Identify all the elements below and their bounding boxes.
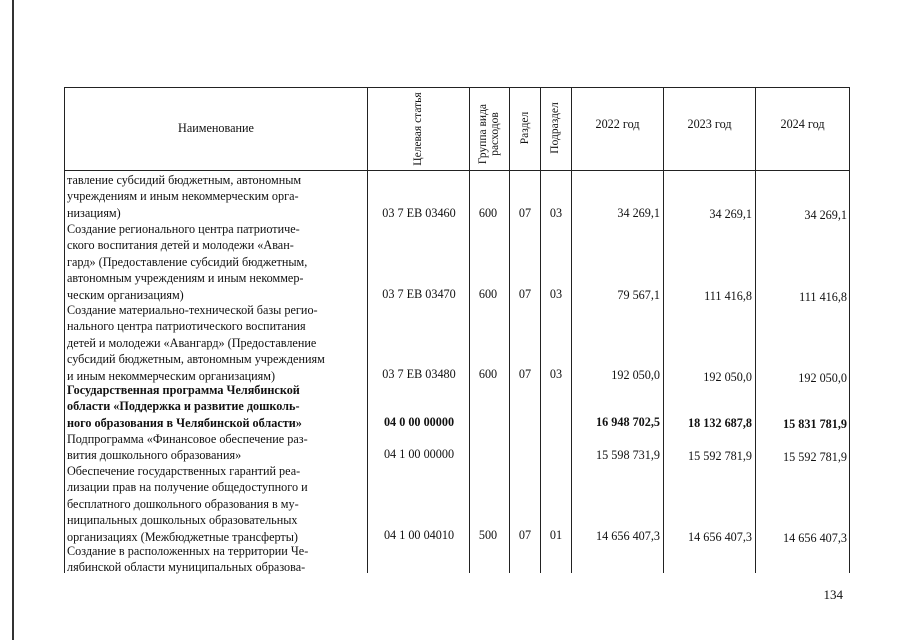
row-subsection: 03 [549,367,563,381]
name-line: автономным учреждениям и иным некоммер- [67,271,304,286]
name-line: лябинской области муниципальных образова- [67,560,306,575]
row-section: 07 [518,367,532,381]
row-subsection: 03 [549,287,563,301]
header-2022: 2022 год [595,117,640,131]
header-target-article: Целевая статья [412,92,424,166]
name-line: тавление субсидий бюджетным, автономным [67,173,302,187]
name-line: вития дошкольного образования» [67,448,242,463]
row-group: 600 [478,367,498,381]
row-section: 07 [518,206,532,220]
row-code: 04 0 00 00000 [383,415,455,429]
row-group: 500 [478,528,498,542]
name-line: бесплатного дошкольного образования в му- [67,496,299,511]
name-line: ниципальных дошкольных образовательных [67,513,298,528]
col-border [849,87,850,573]
row-code: 03 7 EB 03460 [382,206,456,220]
col-border [571,87,572,573]
row-2023: 14 656 407,3 [688,530,752,544]
row-name [67,382,364,431]
row-subsection: 01 [549,528,563,542]
row-group: 600 [478,287,498,301]
page-number: 134 [823,587,843,602]
name-line: лизации прав на получение общедоступного и [67,480,308,495]
row-2024: 34 269,1 [804,208,847,222]
row-2023: 18 132 687,8 [688,416,752,430]
name-line: учреждениям и иным некоммерческим орга- [67,189,299,204]
header-bottom-border [64,170,850,171]
row-2022: 192 050,0 [611,368,660,382]
name-line: низациям) [67,205,121,220]
header-2024: 2024 год [780,117,825,131]
col-border [469,87,470,573]
row-code: 04 1 00 00000 [383,447,455,461]
row-2024: 15 592 781,9 [783,450,847,464]
header-section: Раздел [519,111,531,145]
name-line: Подпрограмма «Финансовое обеспечение раз- [67,432,308,446]
row-2024: 111 416,8 [799,290,847,304]
row-code: 03 7 EB 03480 [382,367,456,381]
name-line: Создание регионального центра патриотиче- [67,222,300,236]
row-2022: 34 269,1 [617,206,660,220]
name-line: гард» (Предоставление субсидий бюджетным, [67,254,308,269]
header-2023: 2023 год [687,117,732,131]
name-line: области «Поддержка и развитие дошколь- [67,399,300,414]
row-name [67,543,364,576]
header-expense-group: Группа вида расходов [477,103,501,165]
name-line: ного образования в Челябинской области» [67,415,302,430]
col-border [367,87,368,573]
row-section: 07 [518,528,532,542]
col-border [663,87,664,573]
name-line: Обеспечение государственных гарантий реа- [67,464,301,478]
row-name [67,302,364,384]
name-line: и иным некоммерческим организациям) [67,368,276,383]
col-border [755,87,756,573]
row-2022: 16 948 702,5 [596,415,660,429]
table-top-border [64,87,850,88]
row-2022: 14 656 407,3 [596,529,660,543]
name-line: Создание в расположенных на территории Че- [67,544,309,558]
header-name: Наименование [178,121,254,135]
row-2023: 192 050,0 [703,370,752,384]
row-name [67,463,364,545]
row-2023: 34 269,1 [709,207,752,221]
col-border [540,87,541,573]
name-line: нального центра патриотического воспитания [67,319,306,334]
row-group: 600 [478,206,498,220]
row-subsection: 03 [549,206,563,220]
name-line: ского воспитания детей и молодежи «Аван- [67,238,294,253]
name-line: организациях (Межбюджетные трансферты) [67,529,298,544]
row-code: 03 7 EB 03470 [382,287,456,301]
row-2022: 79 567,1 [617,288,660,302]
row-name [67,431,364,464]
name-line: Государственная программа Челябинской [67,383,300,397]
row-2022: 15 598 731,9 [596,448,660,462]
col-border [64,87,65,573]
row-2023: 15 592 781,9 [688,449,752,463]
row-2023: 111 416,8 [704,289,752,303]
row-2024: 14 656 407,3 [783,531,847,545]
row-name [67,172,364,221]
name-line: Создание материально-технической базы регио- [67,303,318,317]
row-2024: 192 050,0 [798,371,847,385]
name-line: ческим организациям) [67,287,184,302]
row-2024: 15 831 781,9 [783,417,847,431]
row-section: 07 [518,287,532,301]
name-line: субсидий бюджетным, автономным учреждениям [67,352,325,367]
header-subsection: Подраздел [549,102,561,154]
name-line: детей и молодежи «Авангард» (Предоставление [67,335,317,350]
col-border [509,87,510,573]
row-name [67,221,364,303]
row-code: 04 1 00 04010 [383,528,455,542]
